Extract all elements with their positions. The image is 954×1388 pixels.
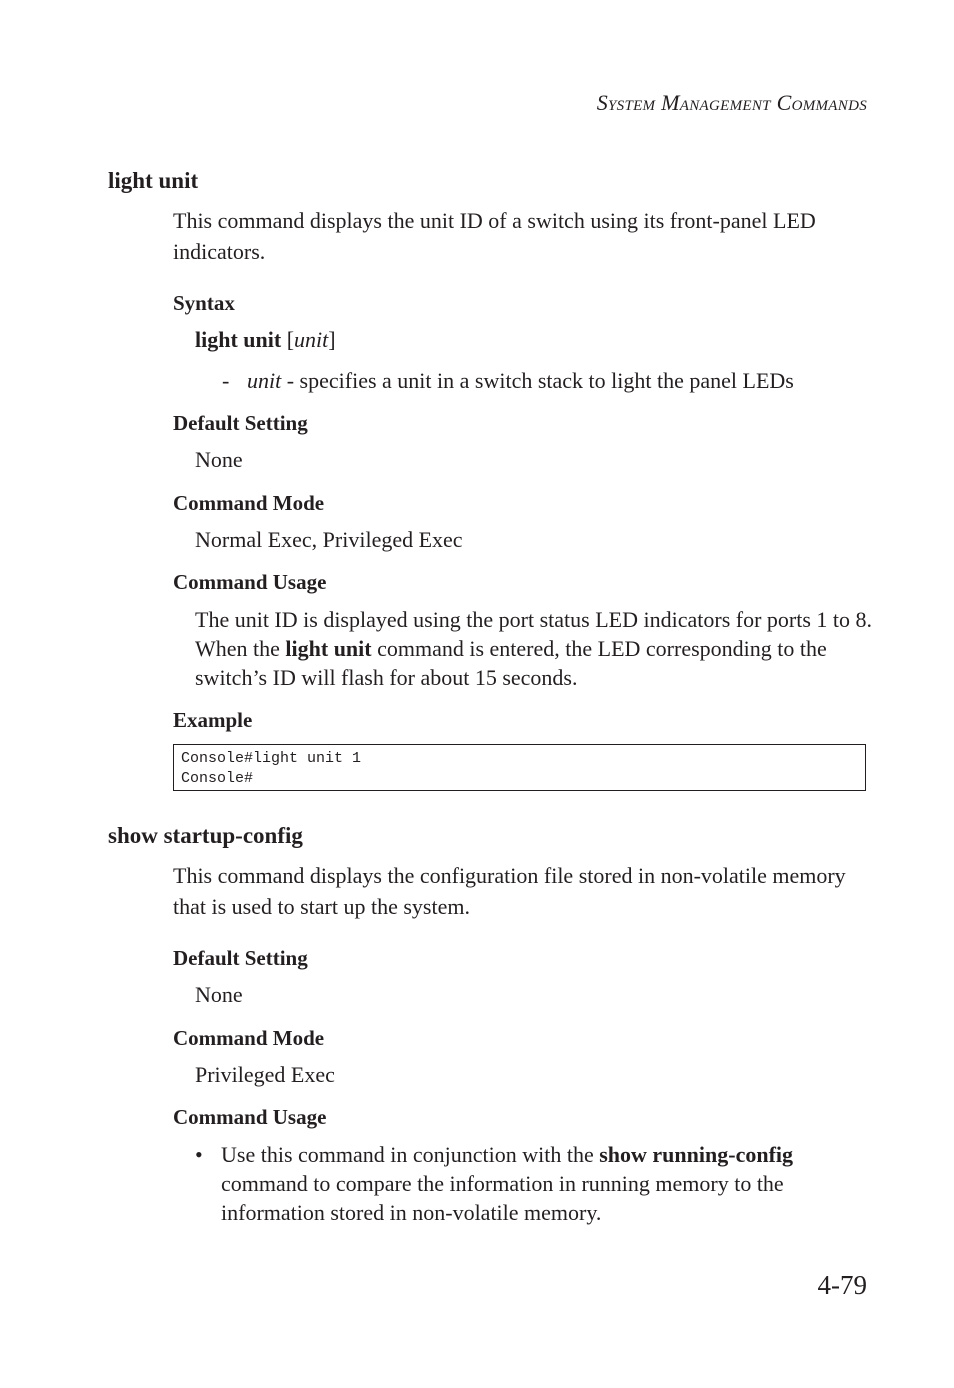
default-setting-heading: Default Setting: [173, 946, 308, 970]
section-description: This command displays the unit ID of a switch using its front-panel LED indicators.: [173, 208, 816, 264]
default-setting-heading: Default Setting: [173, 411, 308, 435]
code-line: Console#: [181, 770, 254, 787]
usage-bullet-item: [195, 1140, 875, 1227]
code-line: Console#light unit 1: [181, 750, 362, 767]
usage-text-pre: The unit ID is displayed using the port status LED indicators for ports 1 to 8. When the: [195, 607, 873, 661]
command-usage-heading: Command Usage: [173, 570, 327, 594]
bullet-mark: •: [195, 1142, 203, 1167]
bullet-text: [221, 1140, 875, 1227]
default-setting-value: None: [195, 982, 243, 1007]
running-header: System Management Commands: [596, 90, 867, 115]
section-description: This command displays the configuration file stored in non-volatile memory that is used to start up the system.: [173, 863, 846, 919]
syntax-line: [195, 327, 336, 353]
syntax-open-bracket: [: [286, 327, 295, 352]
command-mode-value: Normal Exec, Privileged Exec: [195, 527, 463, 552]
param-name: unit: [247, 368, 282, 393]
section-title-light-unit: light unit: [108, 168, 199, 193]
example-heading: Example: [173, 708, 253, 732]
command-mode-value: Privileged Exec: [195, 1062, 335, 1087]
bullet-text-pre: Use this command in conjunction with the: [221, 1142, 600, 1167]
param-desc: - specifies a unit in a switch stack to light the panel LEDs: [281, 368, 794, 393]
section-title-show-startup-config: show startup-config: [108, 823, 303, 848]
command-mode-heading: Command Mode: [173, 1026, 325, 1050]
command-mode-heading: Command Mode: [173, 491, 325, 515]
param-dash: -: [222, 368, 230, 393]
syntax-param: unit: [294, 327, 329, 352]
page-number: 4-79: [817, 1270, 867, 1300]
param-description-line: [222, 368, 794, 394]
default-setting-value: None: [195, 447, 243, 472]
syntax-command: light unit: [195, 327, 282, 352]
command-usage-text: [195, 605, 875, 692]
bullet-text-post: command to compare the information in running memory to the information stored in non-volatile memory.: [221, 1171, 784, 1225]
syntax-heading: Syntax: [173, 291, 235, 315]
bullet-text-bold: show running-config: [599, 1142, 794, 1167]
code-example-box: [173, 744, 866, 791]
usage-text-post: command is entered, the LED corresponding to the switch’s ID will flash for about 15 seconds.: [195, 636, 827, 690]
syntax-close-bracket: ]: [328, 327, 336, 352]
usage-text-bold: light unit: [285, 636, 372, 661]
command-usage-heading: Command Usage: [173, 1105, 327, 1129]
